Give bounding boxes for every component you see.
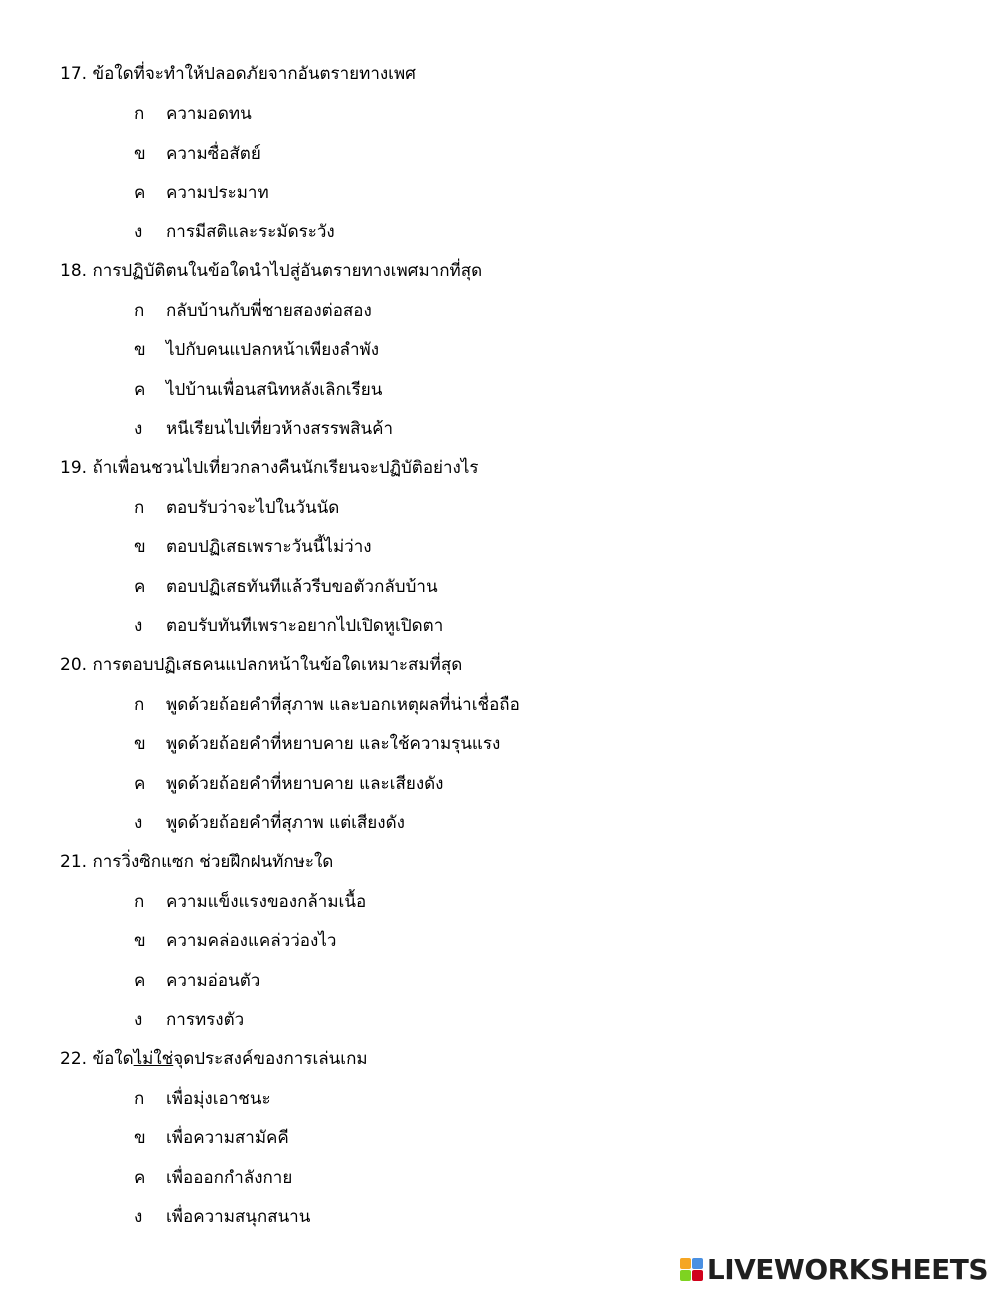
option-text: ตอบรับว่าจะไปในวันนัด xyxy=(166,498,340,518)
logo-square-2 xyxy=(692,1258,703,1269)
option-letter: ก xyxy=(134,695,145,715)
option-text: เพื่อมุ่งเอาชนะ xyxy=(166,1089,271,1109)
option-letter: ง xyxy=(134,616,143,636)
option-22-d[interactable] xyxy=(134,1205,310,1229)
option-text: ตอบปฏิเสธทันทีแล้วรีบขอตัวกลับบ้าน xyxy=(166,577,438,597)
option-text: การมีสติและระมัดระวัง xyxy=(166,222,335,242)
question-number: 18. xyxy=(60,261,88,281)
question-text-underlined: ไม่ใช่ xyxy=(133,1049,174,1069)
logo-square-1 xyxy=(680,1258,691,1269)
question-number: 20. xyxy=(60,655,88,675)
option-letter: ข xyxy=(134,1128,146,1148)
option-17-d[interactable] xyxy=(134,220,335,244)
question-number: 17. xyxy=(60,64,88,84)
question-text-before: ข้อใด xyxy=(92,1049,134,1069)
option-21-d[interactable] xyxy=(134,1008,244,1032)
question-text-after: จุดประสงค์ของการเล่นเกม xyxy=(173,1049,368,1069)
option-text: เพื่อออกกำลังกาย xyxy=(166,1168,293,1188)
question-text: การตอบปฏิเสธคนแปลกหน้าในข้อใดเหมาะสมที่สุด xyxy=(92,655,463,675)
option-letter: ก xyxy=(134,498,145,518)
option-18-c[interactable] xyxy=(134,378,382,402)
option-20-c[interactable] xyxy=(134,772,443,796)
option-text: ไปบ้านเพื่อนสนิทหลังเลิกเรียน xyxy=(166,380,383,400)
option-text: การทรงตัว xyxy=(166,1010,245,1030)
option-18-a[interactable] xyxy=(134,299,372,323)
option-text: พูดด้วยถ้อยคำที่หยาบคาย และเสียงดัง xyxy=(166,774,444,794)
option-21-b[interactable] xyxy=(134,929,336,953)
option-22-b[interactable] xyxy=(134,1126,289,1150)
option-20-d[interactable] xyxy=(134,811,405,835)
option-letter: ค xyxy=(134,380,146,400)
option-text: ความคล่องแคล่วว่องไว xyxy=(166,931,337,951)
option-letter: ค xyxy=(134,577,146,597)
question-number: 22. xyxy=(60,1049,88,1069)
option-18-d[interactable] xyxy=(134,417,393,441)
question-text: การวิ่งซิกแซก ช่วยฝึกฝนทักษะใด xyxy=(92,852,334,872)
option-letter: ง xyxy=(134,813,143,833)
question-18 xyxy=(60,259,482,283)
option-text: ความประมาท xyxy=(166,183,269,203)
option-letter: ก xyxy=(134,1089,145,1109)
liveworksheets-logo-icon xyxy=(680,1258,703,1281)
option-letter: ก xyxy=(134,104,145,124)
question-17 xyxy=(60,62,416,86)
logo-square-3 xyxy=(680,1270,691,1281)
option-text: ความอ่อนตัว xyxy=(166,971,261,991)
option-18-b[interactable] xyxy=(134,338,379,362)
option-letter: ง xyxy=(134,1010,143,1030)
liveworksheets-brand xyxy=(680,1253,988,1285)
option-text: ไปกับคนแปลกหน้าเพียงลำพัง xyxy=(166,340,379,360)
option-letter: ข xyxy=(134,734,146,754)
question-text xyxy=(92,1049,367,1069)
option-letter: ข xyxy=(134,537,146,557)
option-letter: ง xyxy=(134,222,143,242)
question-text: การปฏิบัติตนในข้อใดนำไปสู่อันตรายทางเพศมากที่สุด xyxy=(92,261,483,281)
question-number: 21. xyxy=(60,852,88,872)
logo-square-4 xyxy=(692,1270,703,1281)
option-letter: ง xyxy=(134,419,143,439)
option-letter: ก xyxy=(134,301,145,321)
option-text: เพื่อความสนุกสนาน xyxy=(166,1207,311,1227)
option-20-a[interactable] xyxy=(134,693,520,717)
option-17-b[interactable] xyxy=(134,142,261,166)
option-21-c[interactable] xyxy=(134,969,260,993)
option-letter: ง xyxy=(134,1207,143,1227)
option-letter: ค xyxy=(134,183,146,203)
option-text: ความแข็งแรงของกล้ามเนื้อ xyxy=(166,892,367,912)
option-letter: ค xyxy=(134,774,146,794)
question-22 xyxy=(60,1047,368,1071)
option-letter: ก xyxy=(134,892,145,912)
option-text: ตอบรับทันทีเพราะอยากไปเปิดหูเปิดตา xyxy=(166,616,444,636)
option-text: พูดด้วยถ้อยคำที่หยาบคาย และใช้ความรุนแรง xyxy=(166,734,501,754)
option-19-b[interactable] xyxy=(134,535,372,559)
option-letter: ค xyxy=(134,1168,146,1188)
option-text: ตอบปฏิเสธเพราะวันนี้ไม่ว่าง xyxy=(166,537,372,557)
option-text: เพื่อความสามัคคี xyxy=(166,1128,289,1148)
option-text: กลับบ้านกับพี่ชายสองต่อสอง xyxy=(166,301,372,321)
option-letter: ค xyxy=(134,971,146,991)
question-20 xyxy=(60,653,462,677)
option-text: ความอดทน xyxy=(166,104,252,124)
option-19-d[interactable] xyxy=(134,614,443,638)
option-19-c[interactable] xyxy=(134,575,438,599)
option-22-a[interactable] xyxy=(134,1087,271,1111)
option-letter: ข xyxy=(134,340,146,360)
option-20-b[interactable] xyxy=(134,732,500,756)
question-number: 19. xyxy=(60,458,88,478)
option-text: พูดด้วยถ้อยคำที่สุภาพ และบอกเหตุผลที่น่าเชื่อถือ xyxy=(166,695,520,715)
option-21-a[interactable] xyxy=(134,890,366,914)
option-letter: ข xyxy=(134,144,146,164)
option-letter: ข xyxy=(134,931,146,951)
option-text: ความซื่อสัตย์ xyxy=(166,144,261,164)
brand-name: LIVEWORKSHEETS xyxy=(706,1252,988,1286)
option-22-c[interactable] xyxy=(134,1166,292,1190)
question-text: ข้อใดที่จะทำให้ปลอดภัยจากอันตรายทางเพศ xyxy=(92,64,416,84)
option-text: พูดด้วยถ้อยคำที่สุภาพ แต่เสียงดัง xyxy=(166,813,405,833)
option-text: หนีเรียนไปเที่ยวห้างสรรพสินค้า xyxy=(166,419,394,439)
option-17-c[interactable] xyxy=(134,181,269,205)
question-text: ถ้าเพื่อนชวนไปเที่ยวกลางคืนนักเรียนจะปฏิบัติอย่างไร xyxy=(92,458,479,478)
question-19 xyxy=(60,456,479,480)
option-19-a[interactable] xyxy=(134,496,339,520)
question-21 xyxy=(60,850,333,874)
option-17-a[interactable] xyxy=(134,102,252,126)
